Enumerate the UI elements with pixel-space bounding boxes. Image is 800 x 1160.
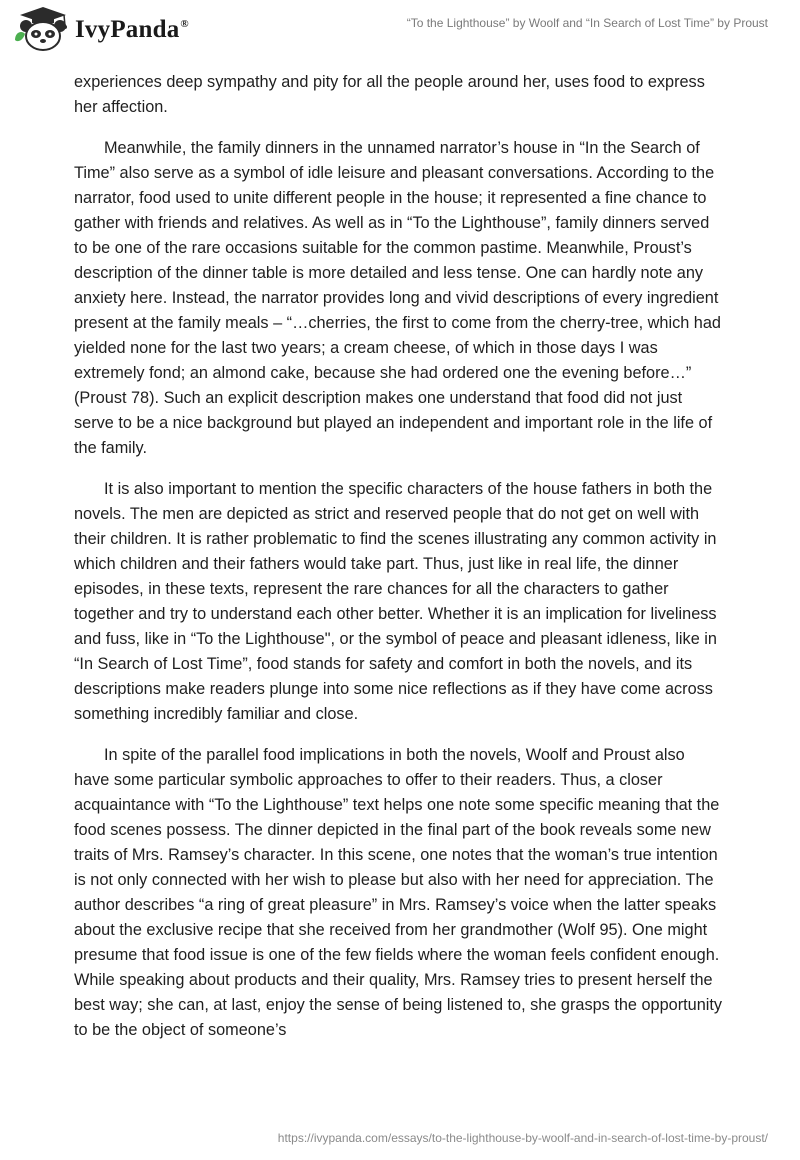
document-title: “To the Lighthouse” by Woolf and “In Search of Lost Time” by Proust xyxy=(406,16,768,30)
paragraph: experiences deep sympathy and pity for all the people around her, uses food to express her affection. xyxy=(74,73,705,116)
paragraph: It is also important to mention the specific characters of the house fathers in both the novels. The men are depicted as strict and reserved people that do not get on well with their children. It is rather problematic to find the scenes illustrating any common activity in which children and their fathers would take part. Thus, just like in real life, the dinner episodes, in these texts, represent the rare chances for all the characters to gather together and try to understand each other better. Whether it is an implication for liveliness and fuss, like in “To the Lighthouse", or the symbol of peace and pleasant idleness, like in “In Search of Lost Time”, food stands for safety and comfort in both the novels, and its descriptions make readers plunge into some nice reflections as if they have come across something incredibly familiar and close. xyxy=(74,480,717,723)
page-header xyxy=(0,0,800,60)
source-url: https://ivypanda.com/essays/to-the-lighthouse-by-woolf-and-in-search-of-lost-time-by-proust/ xyxy=(277,1131,768,1145)
essay-body xyxy=(74,70,724,1059)
paragraph: In spite of the parallel food implications in both the novels, Woolf and Proust also have some particular symbolic approaches to offer to their readers. Thus, a closer acquaintance with “To the Lighthouse” text helps one note some specific meaning that the food scenes possess. The dinner depicted in the final part of the book reveals some new traits of Mrs. Ramsey’s character. In this scene, one notes that the woman’s true intention is not only connected with her wish to please but also with her need for appreciation. The author describes “a ring of great pleasure” in Mrs. Ramsey’s voice when the latter speaks about the exclusive recipe that she received from her grandmother (Wolf 95). One might presume that food issue is one of the few fields where the woman feels confident enough. While speaking about products and their quality, Mrs. Ramsey tries to present herself the best way; she can, at last, enjoy the sense of being listened to, she grasps the opportunity to be the object of someone’s xyxy=(74,746,723,1039)
panda-graduate-icon xyxy=(12,6,74,52)
site-logo[interactable] xyxy=(12,6,189,52)
paragraph: Meanwhile, the family dinners in the unnamed narrator’s house in “In the Search of Time” also serve as a symbol of idle leisure and pleasant conversations. According to the narrator, food used to unite different people in the house; it represented a fine chance to gather with friends and relatives. As well as in “To the Lighthouse”, family dinners served to be one of the rare occasions suitable for the common pastime. Meanwhile, Proust’s description of the dinner table is more detailed and less tense. One can hardly note any anxiety here. Instead, the narrator provides long and vivid descriptions of every ingredient present at the family meals – “…cherries, the first to come from the cherry-tree, which had yielded none for the last two years; a cream cheese, of which in those days I was extremely fond; an almond cake, because she had ordered one the evening before…” (Proust 78). Such an explicit description makes one understand that food did not just serve to be a nice background but played an independent and important role in the life of the family. xyxy=(74,139,721,457)
brand-name: IvyPanda® xyxy=(75,16,189,43)
